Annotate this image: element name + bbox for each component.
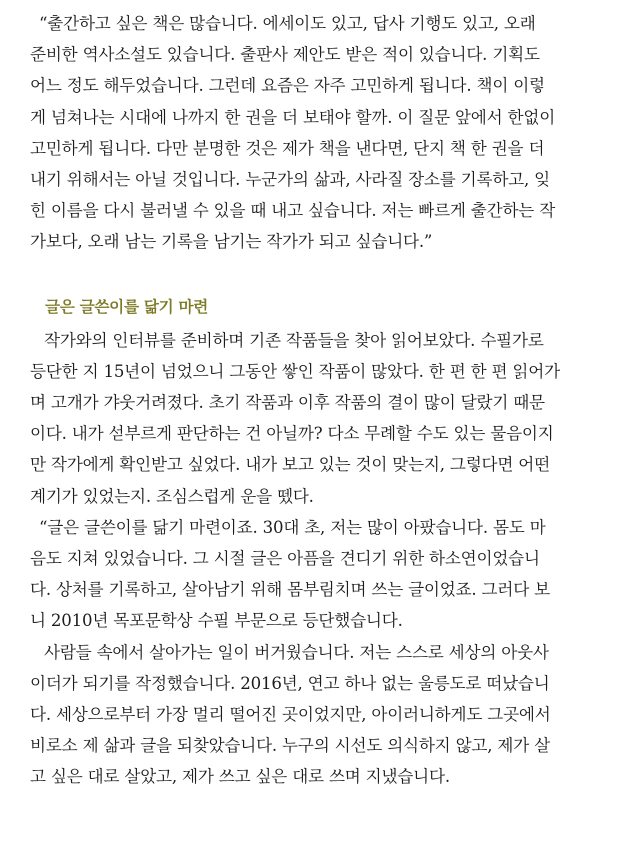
text-line: 계기가 있었는지. 조심스럽게 운을 뗐다. (30, 486, 314, 506)
text-line: 다. 세상으로부터 가장 멀리 떨어진 곳이었지만, 아이러니하게도 그곳에서 (30, 705, 551, 725)
text-line: 가보다, 오래 남는 기록을 남기는 작가가 되고 싶습니다.” (30, 232, 433, 252)
section-spacer (30, 258, 610, 294)
text-line: 니 2010년 목포문학상 수필 부문으로 등단했습니다. (30, 611, 403, 631)
quote-paragraph-3 (30, 637, 610, 793)
text-line: “글은 글쓴이를 닮기 마련이죠. 30대 초, 저는 많이 아팠습니다. 몸도 마 (39, 517, 546, 537)
section-heading: 글은 글쓴이를 닮기 마련 (45, 297, 209, 316)
text-line: 만 작가에게 확인받고 싶었다. 내가 보고 있는 것이 맞는지, 그렇다면 어떤 (30, 455, 550, 475)
text-line: 내기 위해서는 아닐 것입니다. 누군가의 삶과, 사라질 장소를 기록하고, 잊 (30, 170, 550, 190)
text-line: 며 고개가 갸웃거려졌다. 초기 작품과 이후 작품의 결이 많이 달랐기 때문 (30, 393, 545, 413)
text-line: 어느 정도 해두었습니다. 그런데 요즘은 자주 고민하게 됩니다. 책이 이렇 (30, 76, 545, 96)
text-line: 사람들 속에서 살아가는 일이 버거웠습니다. 저는 스스로 세상의 아웃사 (44, 642, 549, 662)
text-line: 비로소 제 삶과 글을 되찾았습니다. 누구의 시선도 의식하지 않고, 제가 살 (30, 736, 550, 756)
text-line: 이다. 내가 섣부르게 판단하는 건 아닐까? 다소 무례할 수도 있는 물음이지 (30, 424, 554, 444)
text-line: 다. 상처를 기록하고, 살아남기 위해 몸부림치며 쓰는 글이었죠. 그러다 보 (30, 580, 550, 600)
quote-paragraph-1 (30, 8, 610, 258)
text-line: 힌 이름을 다시 불러낼 수 있을 때 내고 싶습니다. 저는 빠르게 출간하는 작 (30, 201, 556, 221)
body-paragraph-2 (30, 325, 610, 512)
text-line: 음도 지쳐 있었습니다. 그 시절 글은 아픔을 견디기 위한 하소연이었습니 (30, 549, 540, 569)
text-line: 작가와의 인터뷰를 준비하며 기존 작품들을 찾아 읽어보았다. 수필가로 (44, 330, 544, 350)
text-line: 게 넘쳐나는 시대에 나까지 한 권을 더 보태야 할까. 이 질문 앞에서 한없이 (30, 107, 556, 127)
text-line: 고민하게 됩니다. 다만 분명한 것은 제가 책을 낸다면, 단지 책 한 권을 더 (30, 138, 545, 158)
text-line: 준비한 역사소설도 있습니다. 출판사 제안도 받은 적이 있습니다. 기획도 (30, 45, 540, 65)
text-line: 고 싶은 대로 살았고, 제가 쓰고 싶은 대로 쓰며 지냈습니다. (30, 767, 450, 787)
quote-paragraph-2 (30, 512, 610, 637)
text-line: 등단한 지 15년이 넘었으니 그동안 쌓인 작품이 많았다. 한 편 한 편 읽어가 (30, 361, 560, 381)
text-line: 이더가 되기를 작정했습니다. 2016년, 연고 하나 없는 울릉도로 떠났습니 (30, 673, 550, 693)
article-page (30, 8, 610, 793)
text-line: “출간하고 싶은 책은 많습니다. 에세이도 있고, 답사 기행도 있고, 오래 (39, 14, 536, 33)
